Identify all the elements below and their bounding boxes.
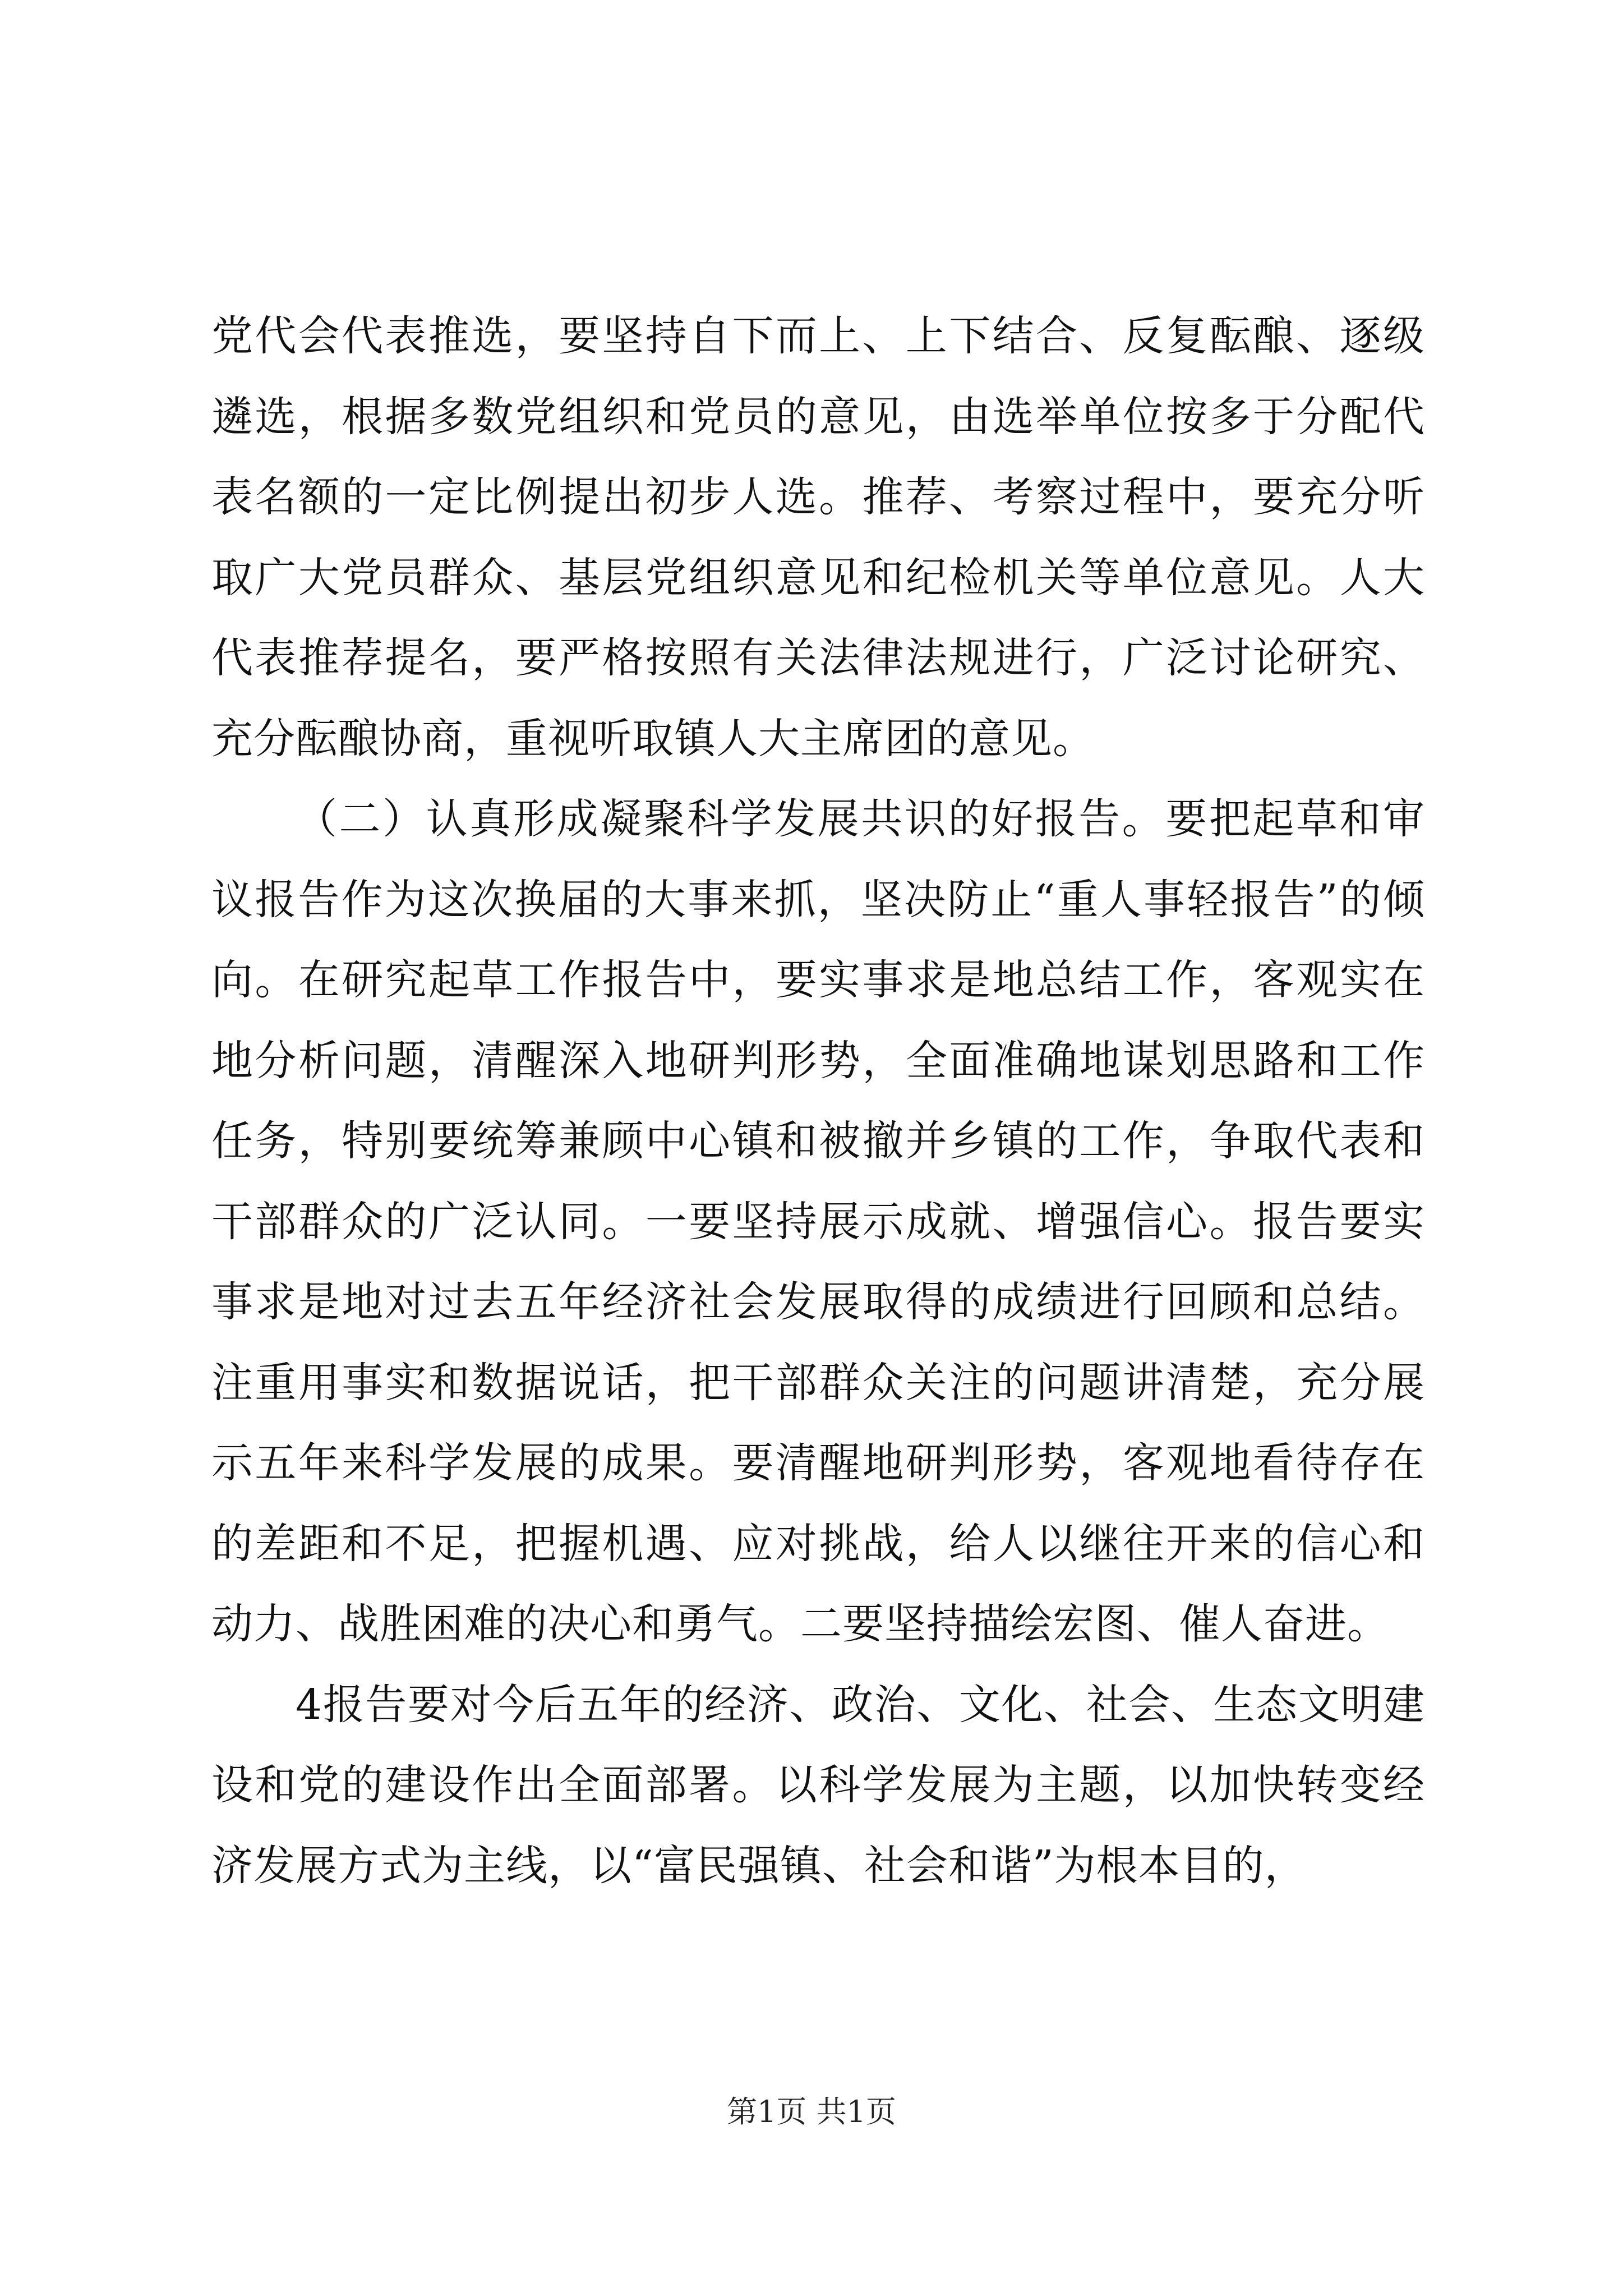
paragraph-future-deployment: 4报告要对今后五年的经济、政治、文化、社会、生态文明建设和党的建设作出全面部署。以科学发展为主题，以加快转变经济发展方式为主线，以“富民强镇、社会和谐”为根本目的， (211, 1680, 1425, 1890)
page-footer: 第1页 共1页 (727, 2094, 896, 2129)
paragraph-report-drafting: （二）认真形成凝聚科学发展共识的好报告。要把起草和审议报告作为这次换届的大事来抓，坚决防止“重人事轻报告”的倾向。在研究起草工作报告中，要实事求是地总结工作，客观实在地分析问题，清醒深入地研判形势，全面准确地谋划思路和工作任务，特别要统筹兼顾中心镇和被撤并乡镇的工作，争取代表和干部群众的广泛认同。一要坚持展示成就、增强信心。报告要实事求是地对过去五年经济社会发展取得的成绩进行回顾和总结。注重用事实和数据说话，把干部群众关注的问题讲清楚，充分展示五年来科学发展的成果。要清醒地研判形势，客观地看待存在的差距和不足，把握机遇、应对挑战，给人以继往开来的信心和动力、战胜困难的决心和勇气。二要坚持描绘宏图、催人奋进。 (211, 795, 1425, 1648)
paragraph-delegate-selection: 党代会代表推选，要坚持自下而上、上下结合、反复酝酿、逐级遴选，根据多数党组织和党员的意见，由选举单位按多于分配代表名额的一定比例提出初步人选。推荐、考察过程中，要充分听取广大党员群众、基层党组织意见和纪检机关等单位意见。人大代表推荐提名，要严格按照有关法律法规进行，广泛讨论研究、充分酝酿协商，重视听取镇人大主席团的意见。 (211, 312, 1425, 763)
document-body (211, 296, 1425, 1906)
